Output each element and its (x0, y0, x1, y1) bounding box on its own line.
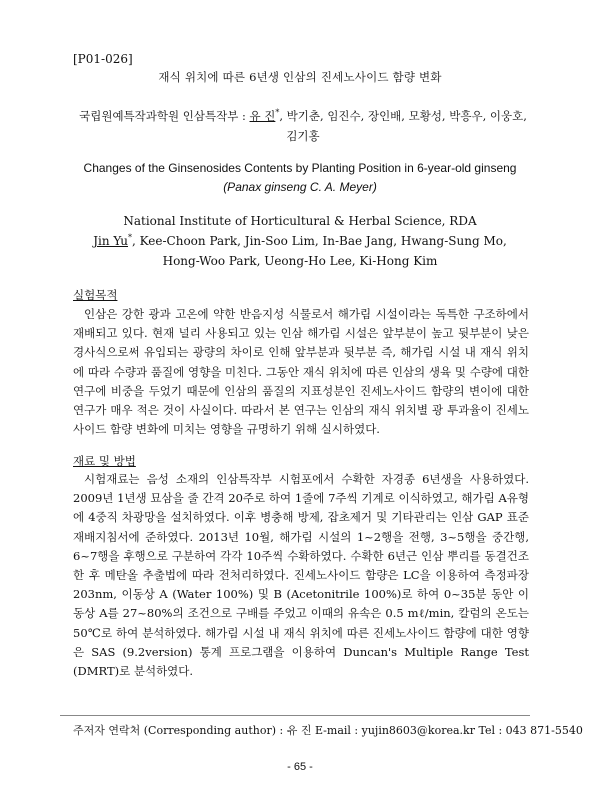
institute-name: National Institute of Horticultural & Herbal Science, RDA (123, 214, 477, 228)
footer-divider (60, 715, 530, 716)
corresponding-mark-english: * (128, 233, 133, 242)
first-author-english: Jin Yu (93, 234, 129, 248)
section-heading-objective: 실험목적 (73, 288, 118, 302)
first-author-korean: 유 진 (249, 109, 276, 123)
authors-korean (73, 106, 533, 146)
corresponding-author-contact: 주저자 연락처 (Corresponding author) : 유 진 E-mail : yujin8603@korea.kr Tel : 043 871-5540 (73, 724, 583, 737)
coauthors-korean: , 박기춘, 임진수, 장인배, 모황성, 박흥우, 이웅호, 김기홍 (279, 109, 527, 143)
section-body-methods: 시험재료는 음성 소재의 인삼특작부 시험포에서 수확한 자경종 6년생을 사용하였다. 2009년 1년생 묘삼을 줄 간격 20주로 하여 1줄에 7주씩 기계로 이식하였고, 해가림 A유형에 4중직 차광망을 설치하였다. 이후 병충해 방제, 잡초제거 및 기타관리는 인삼 GAP 표준재배지침서에 준하였다. 2013년 10월, 해가림 시설의 1~2행을 전행, 3~5행을 중간행, 6~7행을 후행으로 구분하여 각각 10주씩 수확하였다. 수확한 6년근 인삼 뿌리를 동결건조한 후 메탄올 추출법에 따라 전처리하였다. 진세노사이드 함량은 LC을 이용하여 측정파장 203nm, 이동상 A (Water 100%) 및 B (Acetonitrile 100%)로 하여 0~35분 동안 이동상 A를 27~80%의 조건으로 구배를 주었고 이때의 유속은 0.5 mℓ/min, 칼럼의 온도는 50℃로 하여 분석하였다. 해가림 시설 내 재식 위치에 따른 진세노사이드 함량에 대한 영향은 SAS (9.2version) 통계 프로그램을 이용하여 Duncan's Multiple Range Test (DMRT)로 분석하였다. (73, 472, 529, 679)
authors-english-line2: Hong-Woo Park, Ueong-Ho Lee, Ki-Hong Kim (162, 254, 438, 268)
title-korean: 재식 위치에 따른 6년생 인삼의 진세노사이드 함량 변화 (158, 70, 442, 84)
coauthors-english: , Kee-Choon Park, Jin-Soo Lim, In-Bae Jang, Hwang-Sung Mo, (132, 234, 507, 248)
affiliation-english (0, 211, 600, 271)
page-number: - 65 - (287, 761, 313, 773)
scientific-name: (Panax ginseng C. A. Meyer) (223, 180, 377, 194)
corresponding-mark: * (275, 108, 280, 118)
abstract-code: [P01-026] (73, 52, 133, 66)
section-heading-methods: 재료 및 방법 (73, 454, 136, 468)
section-body-objective: 인삼은 강한 광과 고온에 약한 반음지성 식물로서 해가림 시설이라는 독특한 구조하에서 재배되고 있다. 현재 널리 사용되고 있는 인삼 해가림 시설은 앞부분이 높고 뒷부분이 낮은 경사식으로써 유입되는 광량의 차이로 인해 앞부분과 뒷부분 즉, 해가림 시설 내 재식 위치에 따라 수량과 품질에 영향을 미친다. 그동안 재식 위치에 따른 인삼의 생육 및 수량에 대한 연구에 비중을 두었기 때문에 인삼의 품질의 지표성분인 진세노사이드 함량의 변이에 대한 연구가 매우 적은 것이 사실이다. 따라서 본 연구는 인삼의 재식 위치별 광 투과율이 진세노사이드 함량 변화에 미치는 영향을 규명하기 위해 실시하였다. (73, 307, 529, 437)
affiliation-korean: 국립원예특작과학원 인삼특작부 : (79, 109, 250, 123)
authors-english-line1 (0, 231, 600, 251)
title-english (0, 159, 600, 197)
title-english-line: Changes of the Ginsenosides Contents by Planting Position in 6-year-old ginseng (83, 161, 517, 175)
